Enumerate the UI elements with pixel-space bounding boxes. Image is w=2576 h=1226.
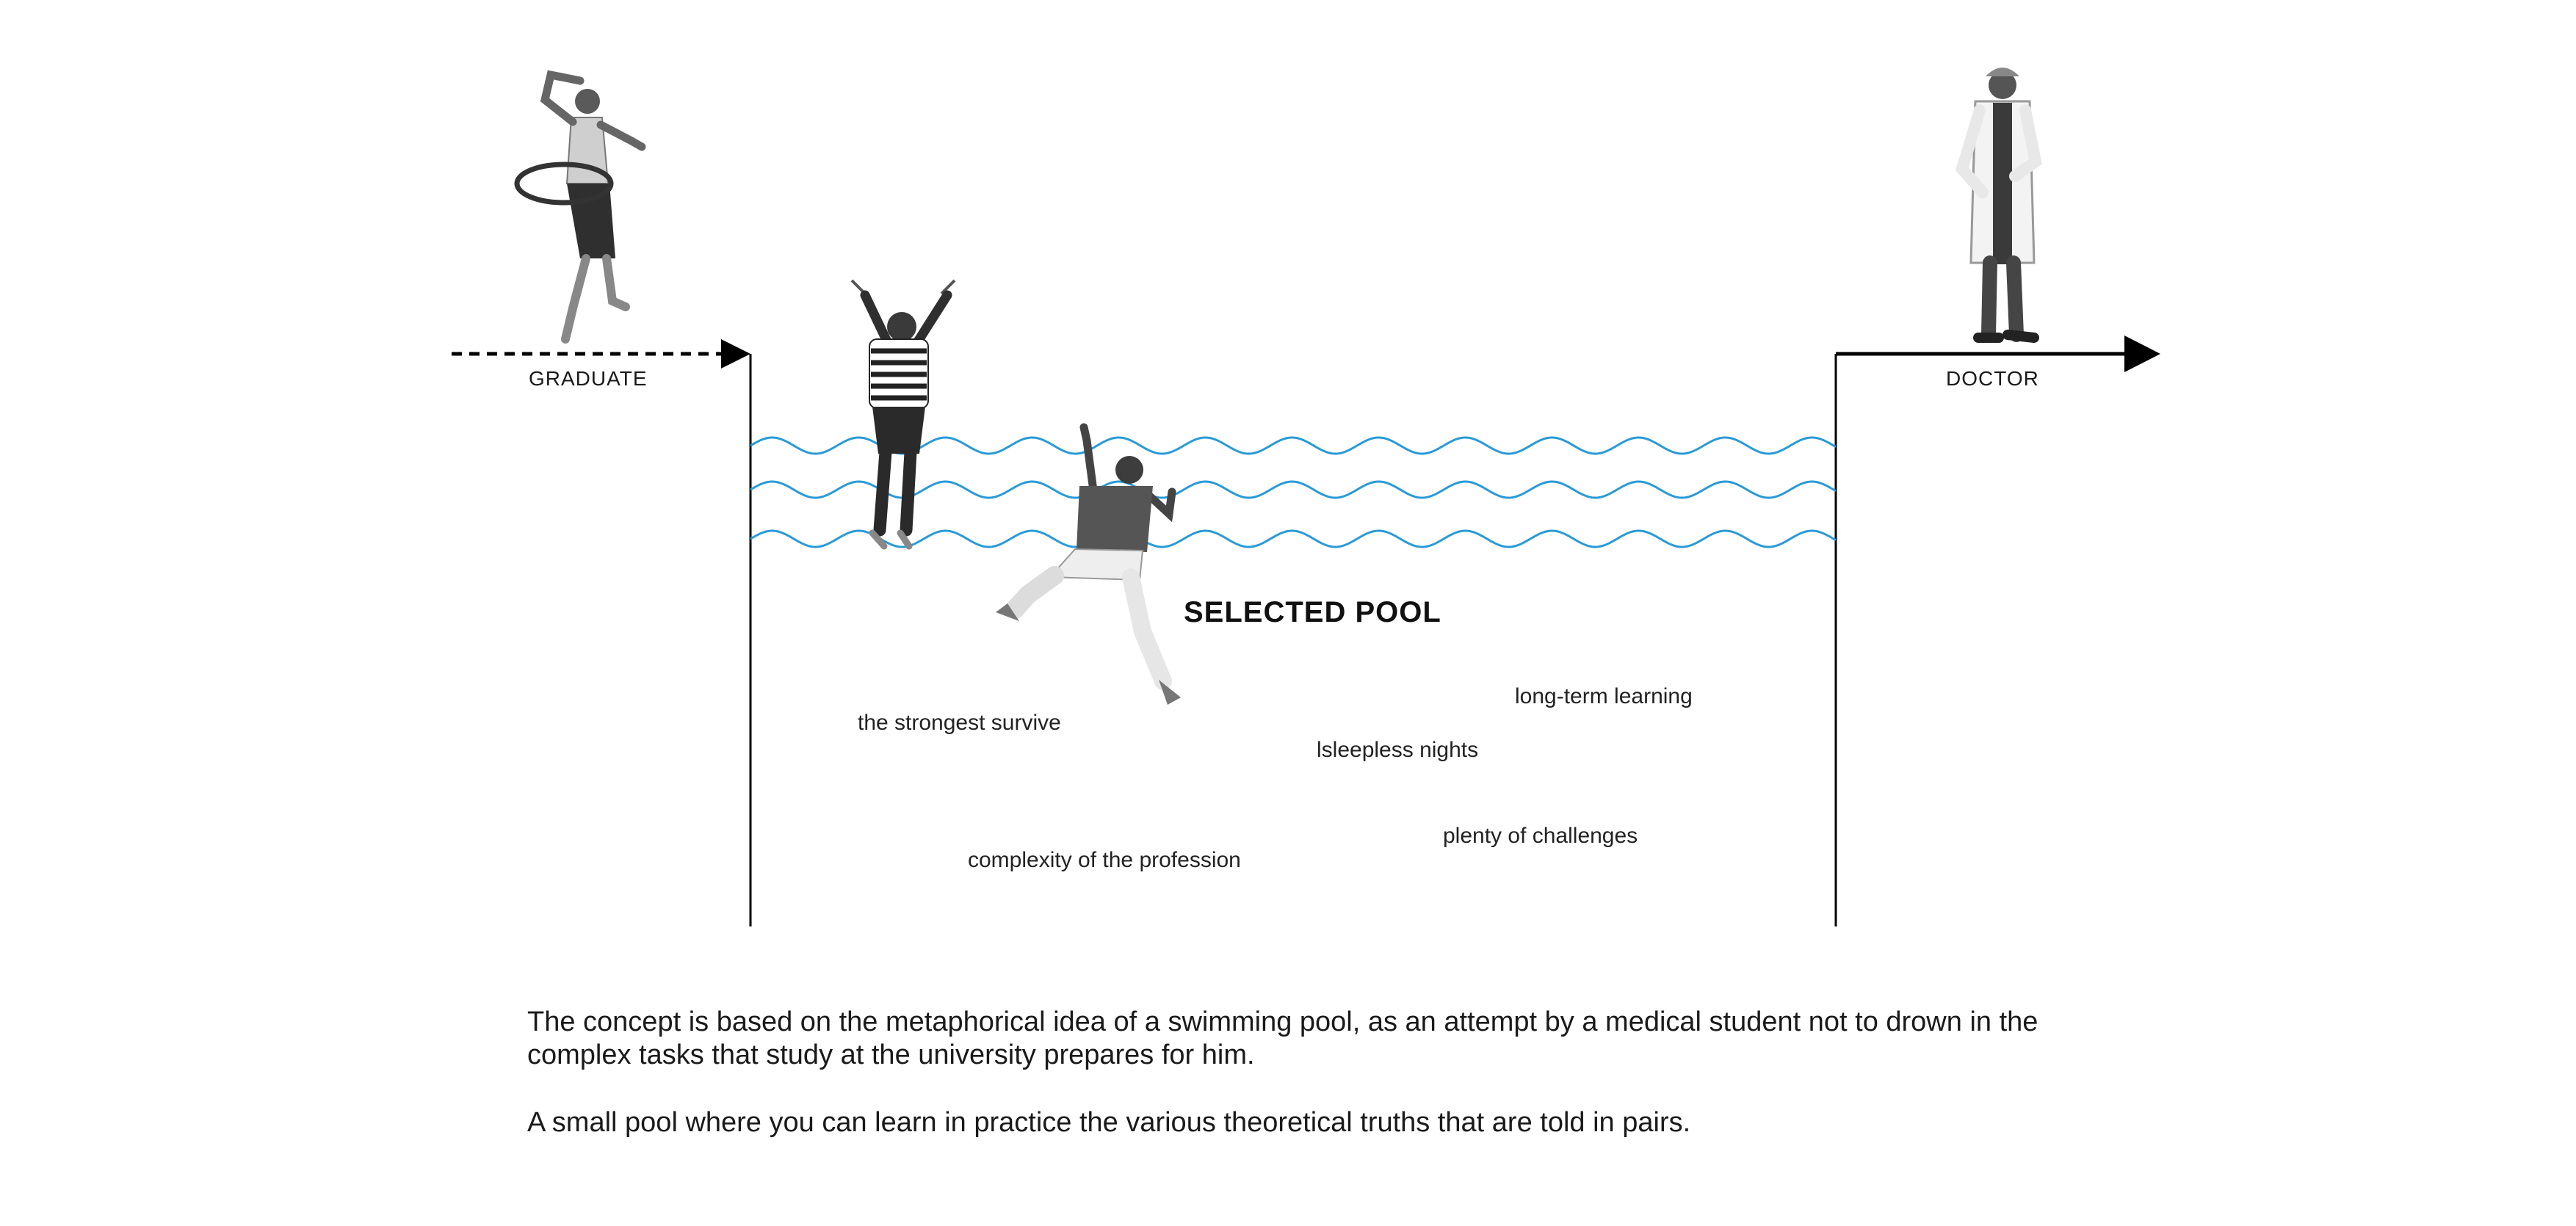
pool-word: complexity of the profession (968, 848, 1241, 872)
hula-hoop-person-figure (517, 75, 642, 339)
doctor-arrowhead (2124, 335, 2160, 372)
pool-word: long-term learning (1515, 684, 1693, 708)
pool-word: lsleepless nights (1317, 738, 1479, 762)
description-paragraph: The concept is based on the metaphorical idea of a swimming pool, as an attempt by a medical student not to drown in the complex tasks that study at the university prepares for him. (527, 1006, 2038, 1070)
doctor-figure (1962, 68, 2036, 338)
water-wave (750, 531, 1836, 547)
pool-word: plenty of challenges (1443, 824, 1638, 848)
climbing-man-figure (996, 427, 1181, 705)
graduate-arrowhead (721, 339, 750, 369)
jumping-woman-figure (852, 280, 955, 546)
doctor-label: DOCTOR (1946, 367, 2039, 390)
description-paragraph: A small pool where you can learn in practice the various theoretical truths that are told in pairs. (527, 1107, 1691, 1138)
graduate-label: GRADUATE (529, 367, 648, 390)
pool-word: the strongest survive (858, 711, 1061, 735)
pool-title: SELECTED POOL (1184, 596, 1441, 628)
